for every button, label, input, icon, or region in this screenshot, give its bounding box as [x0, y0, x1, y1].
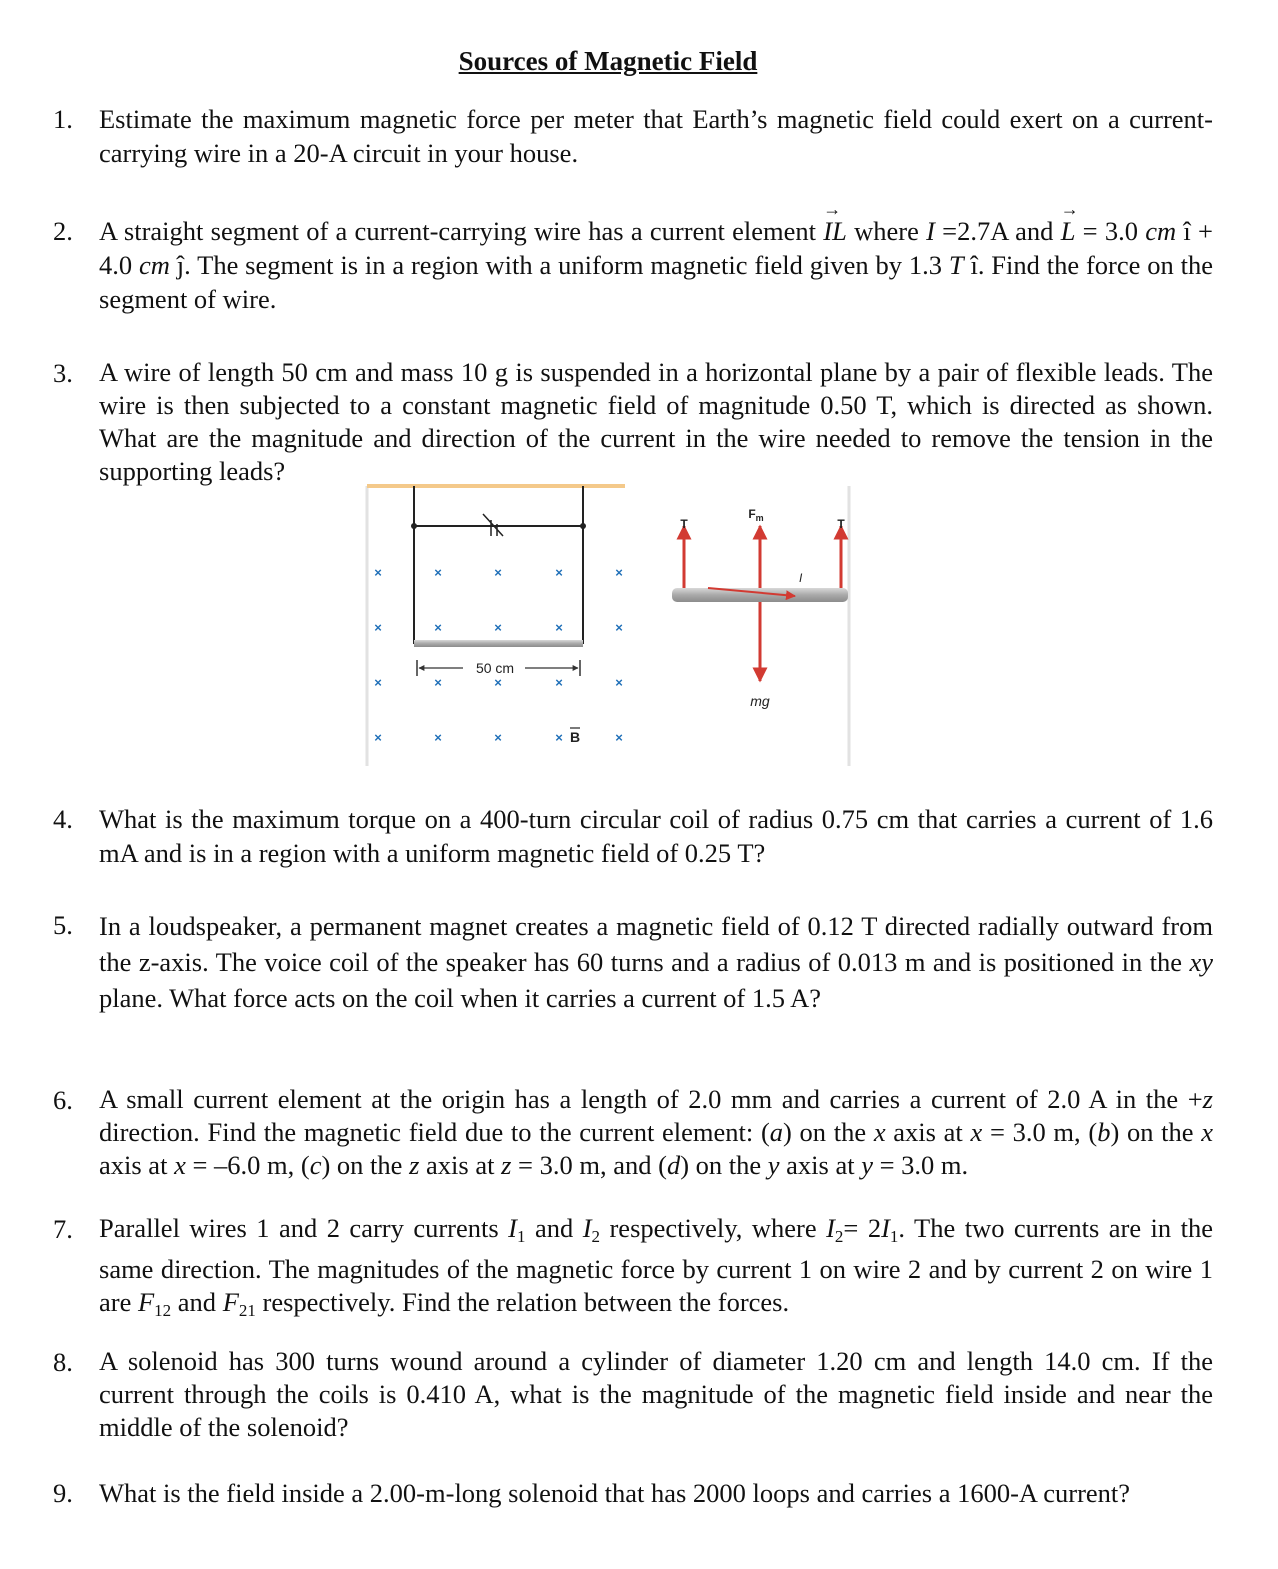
field-x-mark: × — [374, 730, 382, 745]
question-number: 7. — [53, 1214, 73, 1244]
wire-rod — [414, 640, 583, 647]
question-text: What is the field inside a 2.00-m-long solenoid that has 2000 loops and carries a 1600-A current? — [99, 1478, 1131, 1508]
question-text: A solenoid has 300 turns wound around a cylinder of diameter 1.20 cm and length 14.0 cm. If the current through the coils is 0.410 A, what is the magnitude of the magnetic field inside and near the middle of the solenoid? — [99, 1346, 1213, 1442]
tension-label-left: T — [680, 517, 688, 531]
page-title: Sources of Magnetic Field — [458, 46, 758, 76]
length-dimension — [417, 660, 580, 676]
field-x-mark: × — [555, 565, 563, 580]
question-7 — [53, 1212, 1213, 1327]
question-text: Estimate the maximum magnetic force per meter that Earth’s magnetic field could exert on a current-carrying wire in a 20-A circuit in your house. — [99, 104, 1213, 168]
question-8 — [53, 1345, 1213, 1444]
field-x-mark: × — [615, 675, 623, 690]
field-x-mark: × — [434, 620, 442, 635]
field-x-mark: × — [494, 675, 502, 690]
field-x-mark: × — [555, 620, 563, 635]
question-6 — [53, 1083, 1213, 1182]
magnetic-force-label: $F_m$ — [748, 507, 764, 523]
question-4 — [53, 802, 1213, 870]
current-label: I — [799, 571, 803, 585]
question-number: 6. — [53, 1085, 73, 1115]
question-number: 1. — [53, 104, 73, 134]
field-x-mark: × — [374, 565, 382, 580]
question-text: A wire of length 50 cm and mass 10 g is suspended in a horizontal plane by a pair of flexible leads. The wire is then subjected to a constant magnetic field of magnitude 0.50 T, which is directed as shown. What are the magnitude and direction of the current in the wire needed to remove the tension in the supporting leads? — [99, 357, 1213, 486]
tension-label-right: T — [837, 517, 845, 531]
question-text: A small current element at the origin has a length of 2.0 mm and carries a current of 2.0 A in the +z direction. Find the magnetic field due to the current element: (a) on the x axis at x = 3.0 m, (b) on the x axis at x = –6.0 m, (c) on the z axis at z = 3.0 m, and (d) on the y axis at y = 3.0 m. — [99, 1084, 1213, 1180]
question-1 — [53, 102, 1213, 170]
wire-in-magnetic-field-figure — [365, 484, 851, 769]
length-label: 50 cm — [475, 660, 515, 676]
field-x-mark: × — [434, 675, 442, 690]
field-x-mark: × — [494, 620, 502, 635]
field-x-mark: × — [374, 620, 382, 635]
question-2 — [53, 214, 1213, 316]
field-x-mark: × — [615, 565, 623, 580]
field-x-mark: × — [615, 620, 623, 635]
question-number: 5. — [53, 910, 73, 940]
field-x-mark: × — [494, 730, 502, 745]
question-5 — [53, 908, 1213, 1016]
field-x-mark: × — [615, 730, 623, 745]
question-9 — [53, 1476, 1213, 1510]
field-x-mark: × — [434, 565, 442, 580]
weight-label: mg — [750, 693, 770, 709]
field-label-B: B — [569, 729, 581, 745]
question-number: 9. — [53, 1478, 73, 1508]
field-x-mark: × — [494, 565, 502, 580]
question-text: What is the maximum torque on a 400-turn circular coil of radius 0.75 cm that carries a current of 1.6 mA and is in a region with a uniform magnetic field of 0.25 T? — [99, 804, 1213, 868]
vector-IL: → IL — [823, 214, 847, 248]
field-x-mark: × — [434, 730, 442, 745]
magnetic-field-into-page — [374, 565, 623, 745]
question-number: 2. — [53, 216, 73, 246]
question-3 — [53, 356, 1213, 488]
question-text: Parallel wires 1 and 2 carry currents $I_1$ and $I_2$ respectively, where $I_2= 2I_1$. The two currents are in the same direction. The magnitudes of the magnetic force by current 1 on wire 2 and by current 2 on wire 1 are $F_{12}$ and $F_{21}$ respectively. Find the relation between the forces. — [99, 1213, 1214, 1320]
field-x-mark: × — [555, 730, 563, 745]
question-text: A straight segment of a current-carrying wire has a current element → IL where I =2.7A and → L = 3.0 cm î + 4.0 cm ĵ. The segment is in a region with a uniform magnetic field given by 1.3 T î. Find the force on the segment of wire. — [99, 214, 1213, 316]
question-number: 3. — [53, 358, 73, 388]
question-text: In a loudspeaker, a permanent magnet creates a magnetic field of 0.12 T directed radially outward from the z-axis. The voice coil of the speaker has 60 turns and a radius of 0.013 m and is positioned in the xy plane. What force acts on the coil when it carries a current of 1.5 A? — [99, 911, 1213, 1013]
field-x-mark: × — [555, 675, 563, 690]
rod-side-view — [672, 588, 848, 602]
question-number: 4. — [53, 804, 73, 834]
free-body-diagram — [672, 507, 848, 709]
field-x-mark: × — [374, 675, 382, 690]
vector-L: → L — [1061, 214, 1076, 248]
question-number: 8. — [53, 1347, 73, 1377]
